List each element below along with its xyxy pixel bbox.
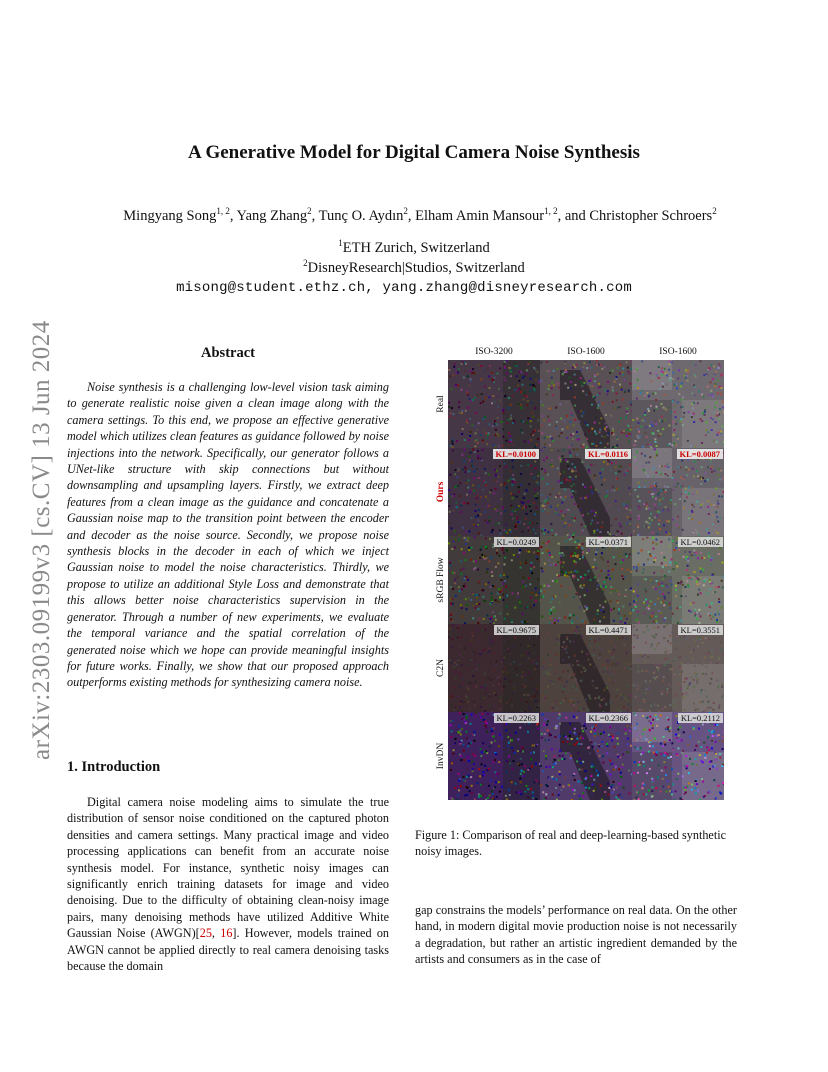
noise-image-tile <box>540 360 632 448</box>
kl-score-label: KL=0.0087 <box>677 449 724 459</box>
author-affiliation: 2 <box>712 206 717 217</box>
right-column-text: gap constrains the models’ performance on real data. On the other hand, in modern digital movie production noise is not necessarily a degradation, but rather an artistic ingredient demanded by the artists and consumers as in the case of <box>415 903 737 967</box>
paper-title: A Generative Model for Digital Camera Noise Synthesis <box>188 142 640 163</box>
author-name: Tunç O. Aydın <box>318 208 404 224</box>
noise-image-tile <box>448 536 540 624</box>
noise-image-tile <box>540 624 632 712</box>
row-label <box>434 536 448 624</box>
noise-image-tile <box>540 448 632 536</box>
kl-score-label: KL=0.4471 <box>586 625 632 635</box>
author-emails: misong@student.ethz.ch, yang.zhang@disneyresearch.com <box>176 280 632 296</box>
row-label <box>434 448 448 536</box>
author-affiliation: 1, 2 <box>544 206 558 217</box>
affiliation-number: 1 <box>338 238 343 249</box>
kl-score-label: KL=0.0100 <box>493 449 540 459</box>
intro-text-part: Digital camera noise modeling aims to simulate the true distribution of sensor noise conditioned on the captured photon densities and camera settings. Many practical image and video processing applications can benefit from an accurate noise synthesis model. For instance, synthetic noisy images can significantly enrich training datasets for image and video denoising. Due to the difficulty of obtaining clean-noisy image pairs, many denoising methods have utilized Additive White Gaussian Noise (AWGN)[ <box>67 795 389 941</box>
kl-score-label: KL=0.0249 <box>494 537 540 547</box>
kl-score-label: KL=0.2263 <box>494 713 540 723</box>
noise-image-tile <box>632 448 724 536</box>
noise-image-tile <box>448 624 540 712</box>
row-label-text: sRGB Flow <box>436 557 446 603</box>
noise-image-tile <box>448 360 540 448</box>
column-header: ISO-3200 <box>475 347 513 357</box>
noise-image-tile <box>540 712 632 800</box>
arxiv-stamp: arXiv:2303.09199v3 [cs.CV] 13 Jun 2024 <box>28 320 55 760</box>
figure-caption: Figure 1: Comparison of real and deep-learning-based synthetic noisy images. <box>415 828 727 859</box>
column-header: ISO-1600 <box>659 347 697 357</box>
affiliation-number: 2 <box>303 258 308 269</box>
row-label-text: Ours <box>436 481 446 503</box>
introduction-text <box>67 794 389 974</box>
author-name: Mingyang Song <box>123 208 217 224</box>
noise-image-tile <box>448 448 540 536</box>
noise-image-tile <box>632 536 724 624</box>
abstract-heading: Abstract <box>201 345 255 361</box>
kl-score-label: KL=0.0116 <box>585 449 631 459</box>
row-label-text: C2N <box>436 659 446 677</box>
affiliation-1 <box>0 240 828 257</box>
row-label <box>434 360 448 448</box>
introduction-heading: 1. Introduction <box>67 759 161 775</box>
author-name: Yang Zhang <box>236 208 308 224</box>
row-label <box>434 712 448 800</box>
abstract-text: Noise synthesis is a challenging low-level vision task aiming to generate realistic noise given a clean image along with the camera settings. To this end, we propose an effective generative model which utilizes clean features as guidance followed by noise injections into the network. Specifically, our generator follows a UNet-like structure with skip connections but without downsampling and upsampling layers. Firstly, we extract deep features from a clean image as the guidance and concatenate a Gaussian noise map to the transition point between the encoder and decoder as the noise source. Secondly, we propose noise synthesis blocks in the decoder in each of which we inject Gaussian noise to model the noise characteristics. Thirdly, we propose to utilize an additional Style Loss and demonstrate that this allows better noise characteristics supervision in the generator. Through a number of new experiments, we evaluate the temporal variance and the spatial correlation of the generated noise which we hope can provide meaningful insights for future works. Finally, we show that our proposed approach outperforms existing methods for synthesizing camera noise. <box>67 380 389 690</box>
author-affiliation: 1, 2 <box>216 206 230 217</box>
figure-1 <box>434 347 728 814</box>
author-affiliation: 2 <box>403 206 408 217</box>
citation-separator: , <box>211 926 221 941</box>
row-label-text: InvDN <box>436 742 446 770</box>
column-header: ISO-1600 <box>567 347 605 357</box>
intro-text-part: ]. However, models trained on AWGN cannot be applied directly to real camera denoising tasks because the domain <box>67 926 390 974</box>
noise-image-tile <box>448 712 540 800</box>
row-label <box>434 624 448 712</box>
kl-score-label: KL=0.2112 <box>678 713 723 723</box>
noise-image-tile <box>632 360 724 448</box>
kl-score-label: KL=0.0371 <box>586 537 632 547</box>
affiliation-text: ETH Zurich, Switzerland <box>342 240 490 256</box>
row-label-text: Real <box>436 395 446 413</box>
noise-image-tile <box>632 712 724 800</box>
citation-link[interactable]: 16 <box>220 926 233 941</box>
kl-score-label: KL=0.9675 <box>494 625 540 635</box>
author-name: Elham Amin Mansour <box>415 208 545 224</box>
noise-image-tile <box>632 624 724 712</box>
citation-link[interactable]: 25 <box>199 926 212 941</box>
kl-score-label: KL=0.0462 <box>678 537 724 547</box>
kl-score-label: KL=0.3551 <box>678 625 724 635</box>
noise-image-tile <box>540 536 632 624</box>
affiliation-2 <box>0 260 828 277</box>
affiliation-text: DisneyResearch|Studios, Switzerland <box>307 260 525 276</box>
author-affiliation: 2 <box>307 206 312 217</box>
author-list: Mingyang Song$^{1, 2}$, Yang Zhang$^2$, Tunç O. Aydın$^2$, Elham Amin Mansour$^{1, 2}$, and Christopher Schroers$^2$ <box>123 206 717 224</box>
author-name: Christopher Schroers <box>589 208 713 224</box>
kl-score-label: KL=0.2366 <box>586 713 632 723</box>
